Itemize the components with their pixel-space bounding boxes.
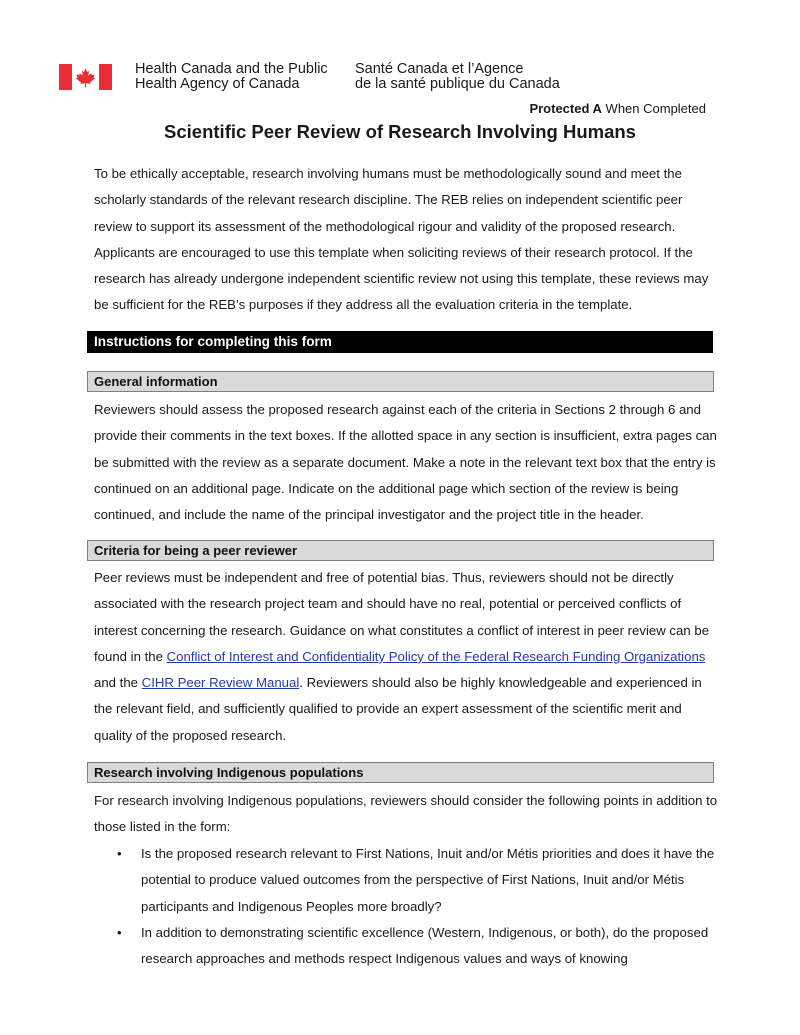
list-item-text: Is the proposed research relevant to First Nations, Inuit and/or Métis priorities and does it have the potential to produce valued outcomes from the perspective of First Nations, Inuit and/or Métis participants and Indigenous Peoples more broadly? <box>141 846 715 914</box>
general-information-body: Reviewers should assess the proposed research against each of the criteria in Sections 2 through 6 and provide their comments in the text boxes. If the allotted space in any section is insufficient, extra pages can be submitted with the review as a separate document. Make a note in the relevant text box that the entry is continued on an additional page. Indicate on the additional page which section of the review is being continued, and include the name of the principal investigator and the project title in the header. <box>94 402 717 523</box>
list-item-text: In addition to demonstrating scientific excellence (Western, Indigenous, or both), do the proposed research approaches and methods respect Indigenous values and ways of knowing <box>141 924 709 967</box>
indigenous-heading: Research involving Indigenous populations <box>87 762 714 783</box>
cihr-peer-review-manual-link[interactable]: CIHR Peer Review Manual <box>141 675 300 691</box>
list-item <box>94 841 719 920</box>
criteria-heading: Criteria for being a peer reviewer <box>87 540 714 561</box>
list-item <box>94 920 719 973</box>
classification-level: Protected A <box>529 101 602 116</box>
org-name-french <box>355 62 560 92</box>
indigenous-considerations-list <box>94 841 719 972</box>
intro-paragraph: To be ethically acceptable, research involving humans must be methodologically sound and meet the scholarly standards of the relevant research discipline. The REB relies on independent scientific peer review to support its assessment of the methodological rigour and validity of the proposed research. Applicants are encouraged to use this template when soliciting reviews of their research protocol. If the research has already undergone independent scientific review not using this template, these reviews may be sufficient for the REB’s purposes if they address all the evaluation criteria in the template. <box>94 166 709 313</box>
org-name-english-line1: Health Canada and the Public <box>135 61 328 77</box>
general-information-heading: General information <box>87 371 714 392</box>
classification-label <box>529 101 706 116</box>
canada-flag-icon <box>59 64 112 90</box>
bullet-icon: • <box>117 924 122 940</box>
conflict-of-interest-policy-link[interactable]: Conflict of Interest and Confidentiality Policy of the Federal Research Funding Organizations <box>166 648 706 664</box>
classification-condition: When Completed <box>601 101 706 116</box>
page-title: Scientific Peer Review of Research Involving Humans <box>164 121 636 142</box>
org-name-english <box>135 62 328 92</box>
criteria-text-2: and the <box>94 675 142 691</box>
org-name-french-line2: de la santé publique du Canada <box>355 76 560 92</box>
bullet-icon: • <box>117 846 122 861</box>
criteria-text-3: . Reviewers should also be highly knowledgeable and experienced in the relevant field, and sufficiently qualified to provide an expert assessment of the scientific merit and quality of the proposed research. <box>94 675 702 743</box>
org-name-english-line2: Health Agency of Canada <box>135 76 300 92</box>
criteria-body <box>94 565 719 749</box>
indigenous-body: For research involving Indigenous populations, reviewers should consider the following points in addition to those listed in the form: <box>94 793 718 835</box>
instructions-section-header: Instructions for completing this form <box>87 331 713 353</box>
org-name-french-line1: Santé Canada et l’Agence <box>355 61 524 77</box>
criteria-text-1: Peer reviews must be independent and free of potential bias. Thus, reviewers should not be directly associated with the research project team and should have no real, potential or perceived conflicts of interest concerning the research. Guidance on what constitutes a conflict of interest in peer review can be found in the <box>94 570 710 664</box>
